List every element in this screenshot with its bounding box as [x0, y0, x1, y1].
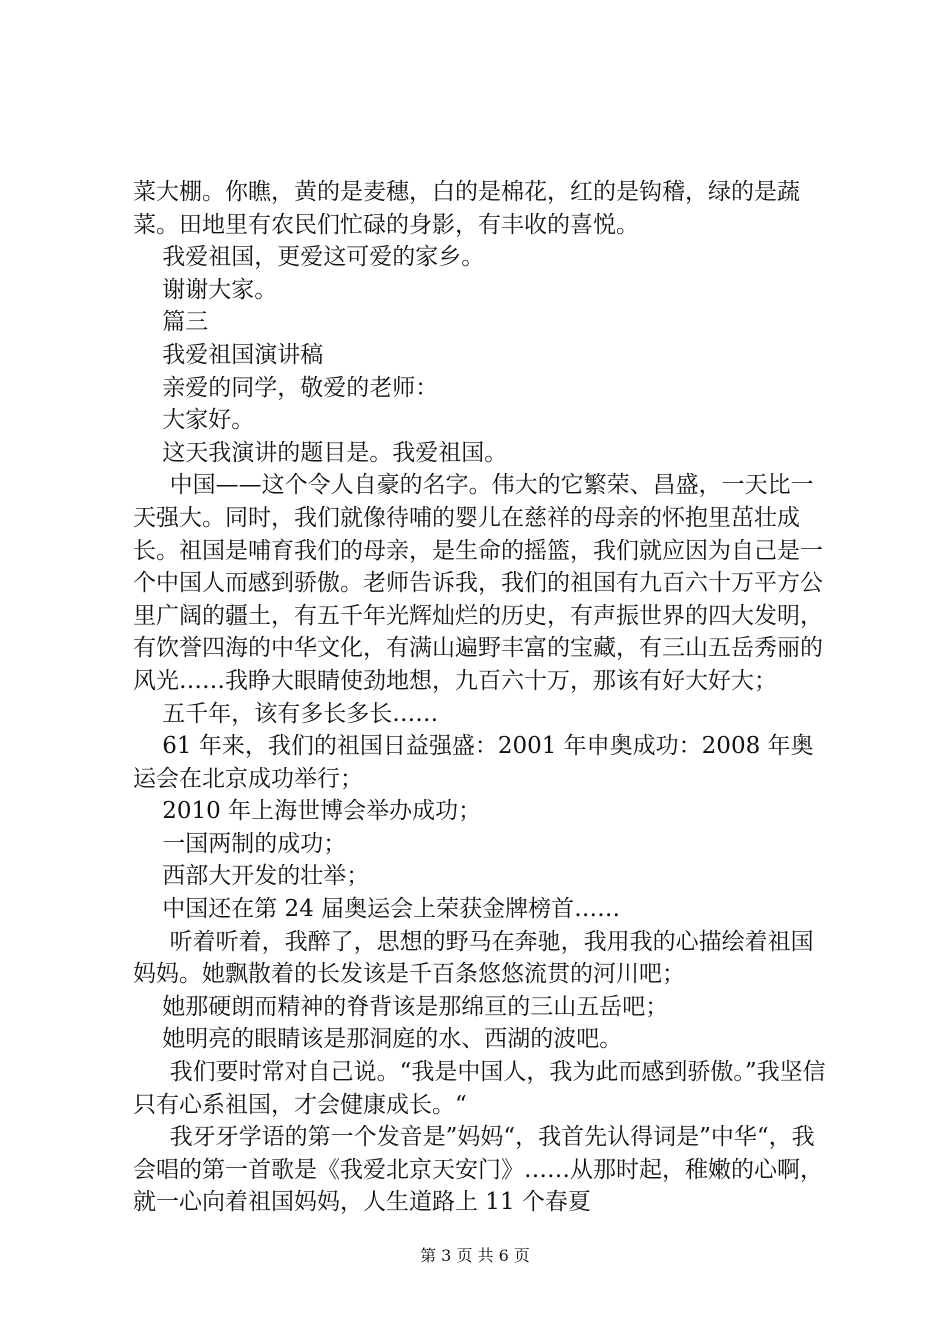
document-body [133, 176, 833, 1219]
paragraph: 菜大棚。你瞧，黄的是麦穗，白的是棉花，红的是钩稽，绿的是蔬菜。田地里有农民们忙碌的身影，有丰收的喜悦。 [133, 179, 800, 238]
paragraph: 中国还在第 24 届奥运会上荣获金牌榜首…… [133, 896, 621, 923]
paragraph: 2010 年上海世博会举办成功； [133, 798, 482, 825]
paragraph: 中国——这个令人自豪的名字。伟大的它繁荣、昌盛，一天比一天强大。同时，我们就像待哺的婴儿在慈祥的母亲的怀抱里茁壮成长。祖国是哺育我们的母亲，是生命的摇篮，我们就应因为自己是一个中国人而感到骄傲。老师告诉我，我们的祖国有九百六十万平方公里广阔的疆土，有五千年光辉灿烂的历史，有声振世界的四大发明，有饮誉四海的中华文化，有满山遍野丰富的宝藏，有三山五岳秀丽的风光……我睁大眼睛使劲地想，九百六十万，那该有好大好大； [133, 472, 823, 694]
paragraph: 我爱祖国，更爱这可爱的家乡。 [133, 244, 485, 271]
paragraph: 五千年，该有多长多长…… [133, 700, 439, 727]
paragraph: 我们要时常对自己说。“我是中国人，我为此而感到骄傲。”我坚信只有心系祖国，才会健康成长。“ [133, 1059, 826, 1118]
page-number-footer: 第 3 页 共 6 页 [420, 1246, 530, 1265]
paragraph: 听着听着，我醉了，思想的野马在奔驰，我用我的心描绘着祖国妈妈。她飘散着的长发该是千百条悠悠流贯的河川吧； [133, 928, 814, 988]
paragraph: 61 年来，我们的祖国日益强盛：2001 年申奥成功：2008 年奥运会在北京成功举行； [133, 733, 814, 792]
paragraph: 她明亮的眼睛该是那洞庭的水、西湖的波吧。 [133, 1026, 623, 1053]
paragraph: 大家好。 [133, 407, 255, 434]
paragraph: 一国两制的成功； [133, 830, 347, 857]
paragraph: 亲爱的同学，敬爱的老师： [133, 374, 439, 401]
paragraph: 西部大开发的壮举； [133, 863, 370, 890]
paragraph: 我牙牙学语的第一个发音是”妈妈“，我首先认得词是”中华“，我会唱的第一首歌是《我爱北京天安门》……从那时起，稚嫩的心啊，就一心向着祖国妈妈，人生道路上 11 个春夏 [133, 1124, 823, 1216]
paragraph: 谢谢大家。 [133, 276, 278, 303]
speech-title: 我爱祖国演讲稿 [133, 341, 324, 368]
paragraph: 这天我演讲的题目是。我爱祖国。 [133, 439, 508, 466]
paragraph: 她那硬朗而精神的脊背该是那绵亘的三山五岳吧； [133, 993, 669, 1020]
section-heading: 篇三 [133, 309, 209, 336]
